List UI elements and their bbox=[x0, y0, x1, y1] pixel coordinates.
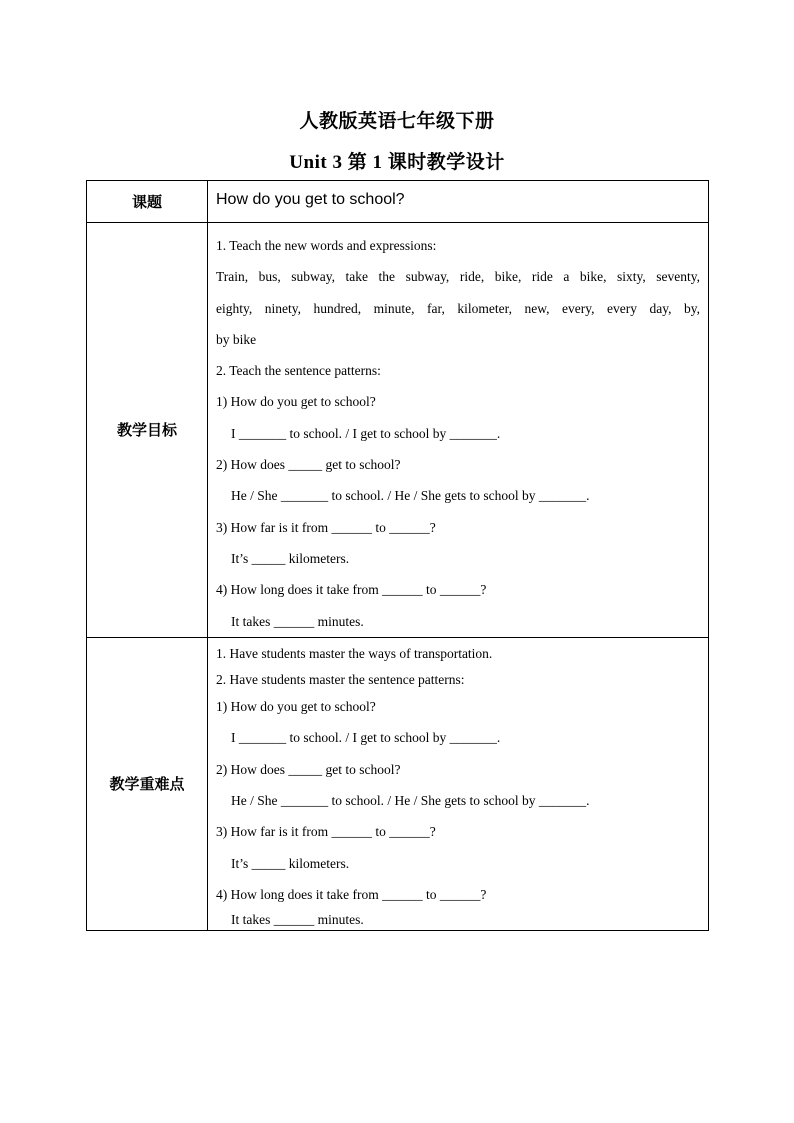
key-point-line: I _______ to school. / I get to school by _______. bbox=[231, 730, 501, 746]
key-point-line: 2) How does _____ get to school? bbox=[216, 762, 401, 778]
topic-label: 课题 bbox=[87, 181, 208, 223]
key-points-cell bbox=[208, 637, 709, 930]
objective-line: 4) How long does it take from ______ to ______? bbox=[216, 582, 487, 598]
objective-line: 1) How do you get to school? bbox=[216, 394, 376, 410]
key-point-line: 1) How do you get to school? bbox=[216, 698, 376, 714]
objective-line: eighty, ninety, hundred, minute, far, kilometer, new, every, every day, by, bbox=[216, 300, 700, 316]
key-point-line: It takes ______ minutes. bbox=[231, 912, 364, 928]
key-points-row bbox=[87, 637, 709, 930]
topic-value: How do you get to school? bbox=[216, 191, 405, 208]
key-point-line: 3) How far is it from ______ to ______? bbox=[216, 824, 436, 840]
objective-line: Train, bus, subway, take the subway, ride, bike, ride a bike, sixty, seventy, bbox=[216, 269, 700, 285]
objective-line: 1. Teach the new words and expressions: bbox=[216, 238, 437, 253]
key-point-line: It’s _____ kilometers. bbox=[231, 856, 350, 872]
key-point-line: 1. Have students master the ways of transportation. bbox=[216, 645, 493, 661]
key-point-line: He / She _______ to school. / He / She gets to school by _______. bbox=[231, 793, 590, 809]
objective-line: 2) How does _____ get to school? bbox=[216, 457, 401, 473]
key-points-label: 教学重难点 bbox=[87, 637, 208, 930]
topic-row bbox=[87, 181, 709, 223]
objectives-label: 教学目标 bbox=[87, 223, 208, 638]
objective-line: I _______ to school. / I get to school by _______. bbox=[231, 425, 501, 441]
key-points-content bbox=[208, 638, 708, 930]
objective-line: It’s _____ kilometers. bbox=[231, 550, 350, 566]
objective-line: 2. Teach the sentence patterns: bbox=[216, 363, 381, 379]
objective-line: 3) How far is it from ______ to ______? bbox=[216, 519, 436, 535]
document-subtitle: Unit 3 第 1 课时教学设计 bbox=[289, 152, 505, 173]
objectives-cell bbox=[208, 223, 709, 638]
objective-line: It takes ______ minutes. bbox=[231, 613, 364, 629]
objectives-content bbox=[208, 223, 708, 637]
objective-line: He / She _______ to school. / He / She gets to school by _______. bbox=[231, 488, 590, 504]
document-title: 人教版英语七年级下册 bbox=[299, 111, 495, 132]
key-point-line: 4) How long does it take from ______ to ______? bbox=[216, 887, 487, 903]
key-point-line: 2. Have students master the sentence patterns: bbox=[216, 672, 465, 688]
objectives-row bbox=[87, 223, 709, 638]
objective-line: by bike bbox=[216, 331, 257, 347]
topic-cell bbox=[208, 181, 709, 223]
lesson-plan-table bbox=[86, 180, 709, 931]
